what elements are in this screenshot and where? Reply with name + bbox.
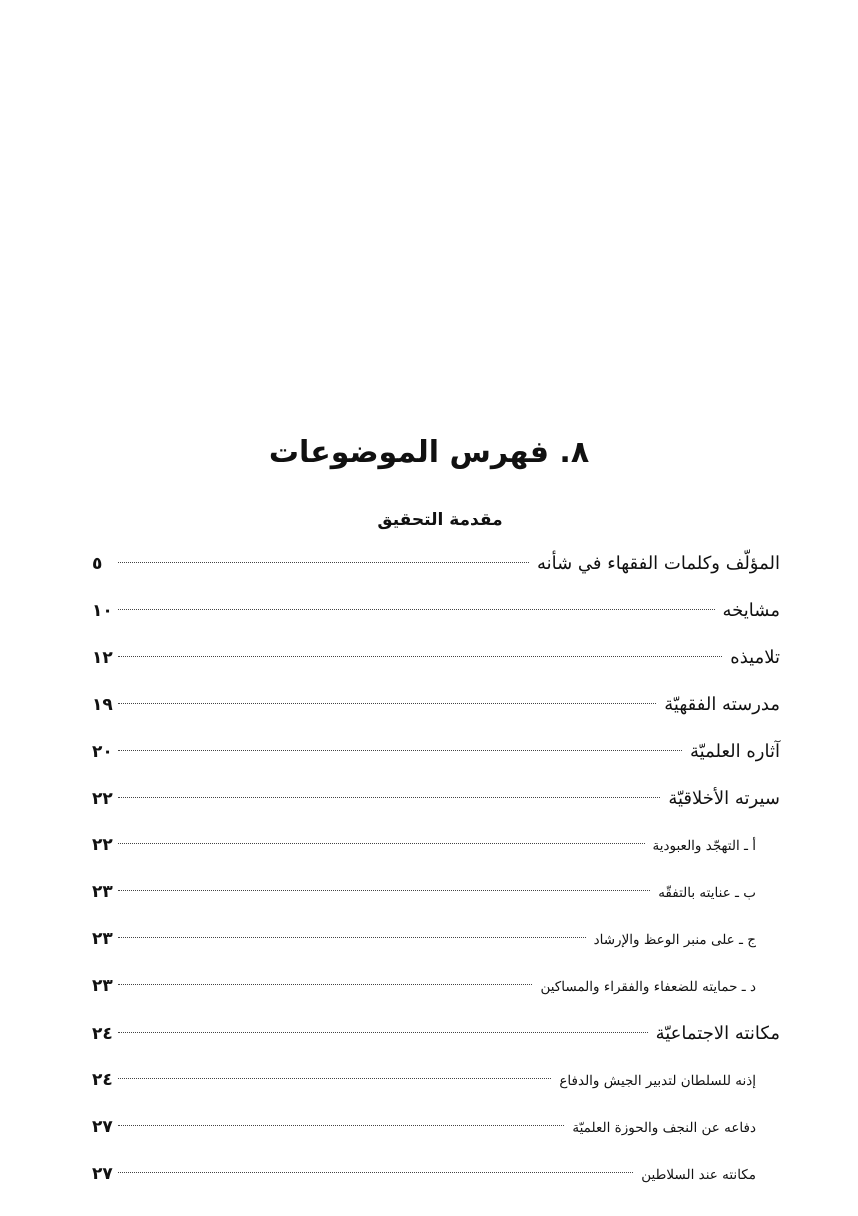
dot-leader <box>118 1032 648 1033</box>
dot-leader <box>118 562 529 563</box>
toc-entry-label: سيرته الأخلاقيّة <box>668 788 780 809</box>
toc-entry[interactable] <box>92 587 780 634</box>
toc-entry-page: ١٠ <box>92 601 113 621</box>
toc-entry-page: ١٢ <box>92 648 113 668</box>
toc-entry-page: ٢٢ <box>92 835 113 855</box>
dot-leader <box>118 843 645 844</box>
dot-leader <box>118 937 586 938</box>
dot-leader <box>118 1078 551 1079</box>
toc-entry[interactable] <box>92 634 780 681</box>
dot-leader <box>118 1172 633 1173</box>
toc-entry-page: ٢٧ <box>92 1164 113 1184</box>
dot-leader <box>118 656 722 657</box>
toc-entry-label: د ـ حمايته للضعفاء والفقراء والمساكين <box>540 979 756 995</box>
toc-entry-page: ٢٠ <box>92 742 113 762</box>
toc-entry-label: مدرسته الفقهيّة <box>664 694 780 715</box>
dot-leader <box>118 984 532 985</box>
toc-entry[interactable] <box>92 681 780 728</box>
toc-entry[interactable] <box>92 540 780 587</box>
toc-entry-page: ٢٣ <box>92 882 113 902</box>
toc-entry-label: المؤلّف وكلمات الفقهاء في شأنه <box>536 553 780 574</box>
toc-entry-page: ٥ <box>92 554 103 574</box>
toc-entry-page: ٢٧ <box>92 1117 113 1137</box>
dot-leader <box>118 1125 564 1126</box>
toc-entry-label: دفاعه عن النجف والحوزة العلميّة <box>572 1120 756 1136</box>
dot-leader <box>118 703 656 704</box>
toc-subentry[interactable] <box>92 963 780 1010</box>
toc-entry-page: ٢٣ <box>92 929 113 949</box>
dot-leader <box>118 890 650 891</box>
toc-entry-page: ٢٢ <box>92 789 113 809</box>
toc-subentry[interactable] <box>92 1151 780 1198</box>
toc-entry-page: ٢٣ <box>92 976 113 996</box>
toc-entry[interactable] <box>92 775 780 822</box>
dot-leader <box>118 797 660 798</box>
table-of-contents <box>92 540 780 1198</box>
toc-entry-page: ١٩ <box>92 695 113 715</box>
toc-entry-label: ب ـ عنايته بالتفقّه <box>658 885 756 901</box>
dot-leader <box>118 609 715 610</box>
toc-entry-label: إذنه للسلطان لتدبير الجيش والدفاع <box>559 1073 756 1089</box>
toc-entry-label: مشايخه <box>722 600 780 621</box>
toc-entry[interactable] <box>92 1010 780 1057</box>
toc-entry-label: مكانته عند السلاطين <box>641 1167 756 1183</box>
dot-leader <box>118 750 682 751</box>
page-title: ٨. فهرس الموضوعات <box>268 435 590 470</box>
toc-subentry[interactable] <box>92 916 780 963</box>
toc-entry-page: ٢٤ <box>92 1024 113 1044</box>
toc-entry-label: مكانته الاجتماعيّة <box>655 1023 780 1044</box>
toc-entry-label: تلاميذه <box>730 647 780 668</box>
toc-subentry[interactable] <box>92 869 780 916</box>
toc-entry-label: آثاره العلميّة <box>690 741 780 762</box>
toc-subentry[interactable] <box>92 1057 780 1104</box>
toc-entry-label: أ ـ التهجّد والعبودية <box>652 838 756 854</box>
toc-entry-label: ج ـ على منبر الوعظ والإرشاد <box>593 932 756 948</box>
toc-subentry[interactable] <box>92 822 780 869</box>
toc-entry-page: ٢٤ <box>92 1070 113 1090</box>
toc-subentry[interactable] <box>92 1104 780 1151</box>
section-title: مقدمة التحقيق <box>377 510 503 530</box>
toc-entry[interactable] <box>92 728 780 775</box>
